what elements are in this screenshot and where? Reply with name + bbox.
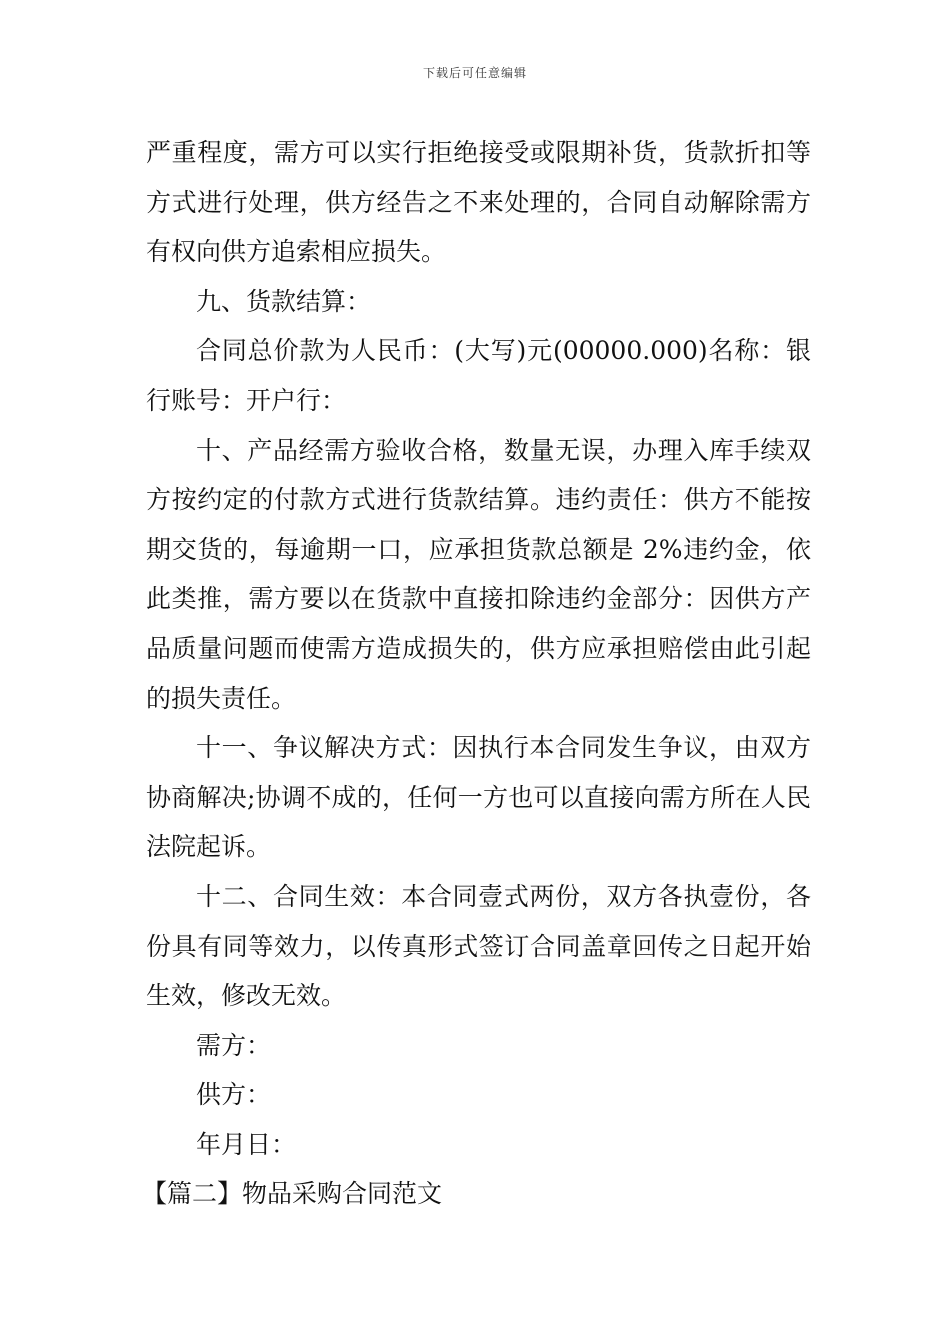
document-body: [142, 128, 811, 1219]
signature-date: 年月日：: [196, 1129, 297, 1159]
signature-buyer: 需方：: [196, 1030, 272, 1060]
section-heading-payment: 九、货款结算：: [196, 286, 372, 316]
page-header: 下载后可任意编辑: [422, 66, 527, 80]
paragraph-dispute-resolution: 十一、争议解决方式：因执行本合同发生争议，由双方协商解决;协调不成的，任何一方也可以直接向需方所在人民法院起诉。: [146, 733, 811, 862]
paragraph-section-ten: 十、产品经需方验收合格，数量无误，办理入库手续双方按约定的付款方式进行货款结算。违约责任：供方不能按期交货的，每逾期一口，应承担货款总额是 2%违约金，依此类推，需方要以在货款中直接扣除违约金部分：因供方产品质量问题而使需方造成损失的，供方应承担赔偿由此引起的损失责任。: [146, 435, 811, 713]
signature-supplier: 供方：: [196, 1080, 272, 1110]
paragraph-continued: 严重程度，需方可以实行拒绝接受或限期补货，货款折扣等方式进行处理，供方经告之不来处理的，合同自动解除需方有权向供方追索相应损失。: [146, 138, 811, 267]
paragraph-contract-effect: 十二、合同生效：本合同壹式两份，双方各执壹份，各份具有同等效力，以传真形式签订合同盖章回传之日起开始生效，修改无效。: [146, 881, 811, 1011]
paragraph-contract-price: 合同总价款为人民币：(大写)元(00000.000)名称：银行账号：开户行：: [146, 336, 811, 415]
section-title-part-two: 【篇二】物品采购合同范文: [142, 1179, 443, 1209]
